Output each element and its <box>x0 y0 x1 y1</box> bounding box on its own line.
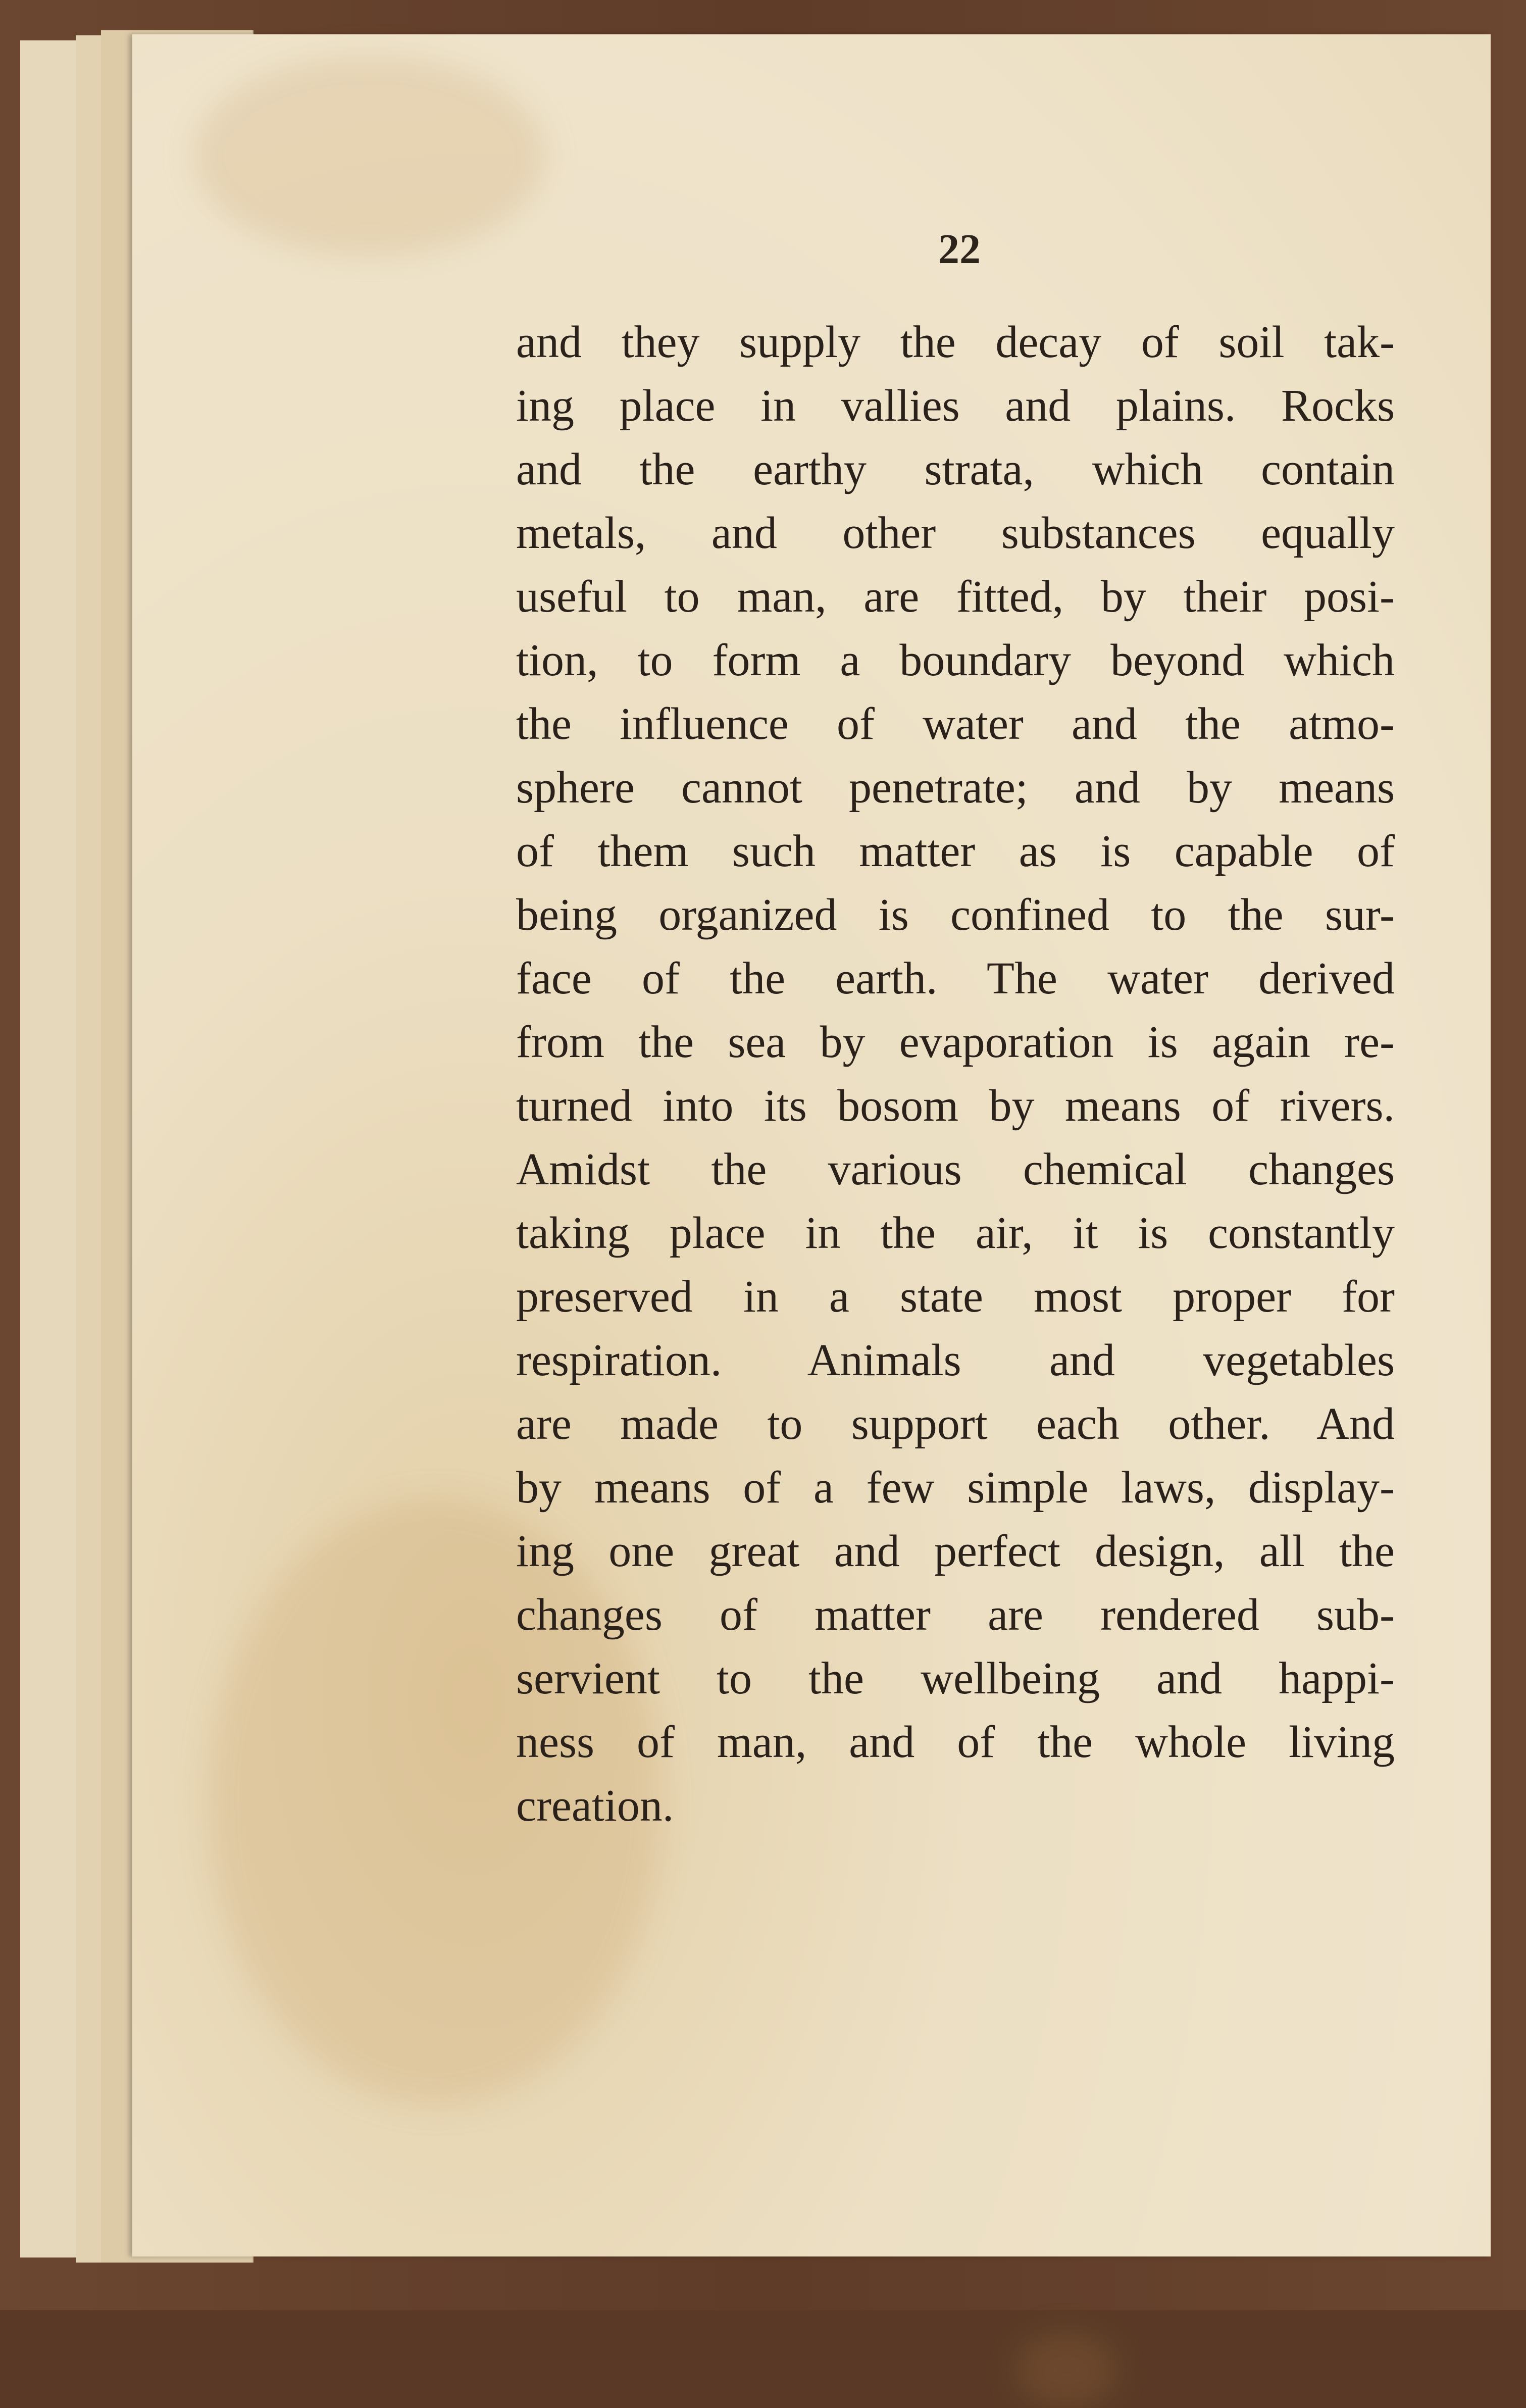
text-line: from the sea by evaporation is again re- <box>516 1017 1395 1067</box>
text-line: tion, to form a boundary beyond which <box>516 635 1395 685</box>
page-number: 22 <box>938 226 981 273</box>
text-line: of them such matter as is capable of <box>516 826 1395 876</box>
text-line: turned into its bosom by means of rivers. <box>516 1081 1395 1131</box>
text-line: face of the earth. The water derived <box>516 954 1395 1004</box>
text-line: and the earthy strata, which contain <box>516 444 1395 494</box>
text-line: metals, and other substances equally <box>516 508 1395 558</box>
body-text <box>516 311 1395 1838</box>
text-line: changes of matter are rendered sub- <box>516 1590 1395 1640</box>
text-line: and they supply the decay of soil tak- <box>516 317 1395 367</box>
text-line: preserved in a state most proper for <box>516 1272 1395 1322</box>
text-line: ing place in vallies and plains. Rocks <box>516 381 1395 431</box>
text-line: useful to man, are fitted, by their posi- <box>516 572 1395 622</box>
text-line: are made to support each other. And <box>516 1399 1395 1449</box>
text-line: ing one great and perfect design, all the <box>516 1526 1395 1576</box>
text-line: servient to the wellbeing and happi- <box>516 1653 1395 1703</box>
text-line: by means of a few simple laws, display- <box>516 1463 1395 1513</box>
text-line: taking place in the air, it is constantly <box>516 1208 1395 1258</box>
text-line: creation. <box>516 1781 674 1831</box>
foxing-stain <box>193 55 546 257</box>
text-line: being organized is confined to the sur- <box>516 890 1395 940</box>
text-line: ness of man, and of the whole living <box>516 1717 1395 1767</box>
text-line: the influence of water and the atmo- <box>516 699 1395 749</box>
text-line: sphere cannot penetrate; and by means <box>516 763 1395 813</box>
text-line: respiration. Animals and vegetables <box>516 1335 1395 1385</box>
foxing-stain <box>1016 2332 1117 2408</box>
text-line: Amidst the various chemical changes <box>516 1144 1395 1194</box>
